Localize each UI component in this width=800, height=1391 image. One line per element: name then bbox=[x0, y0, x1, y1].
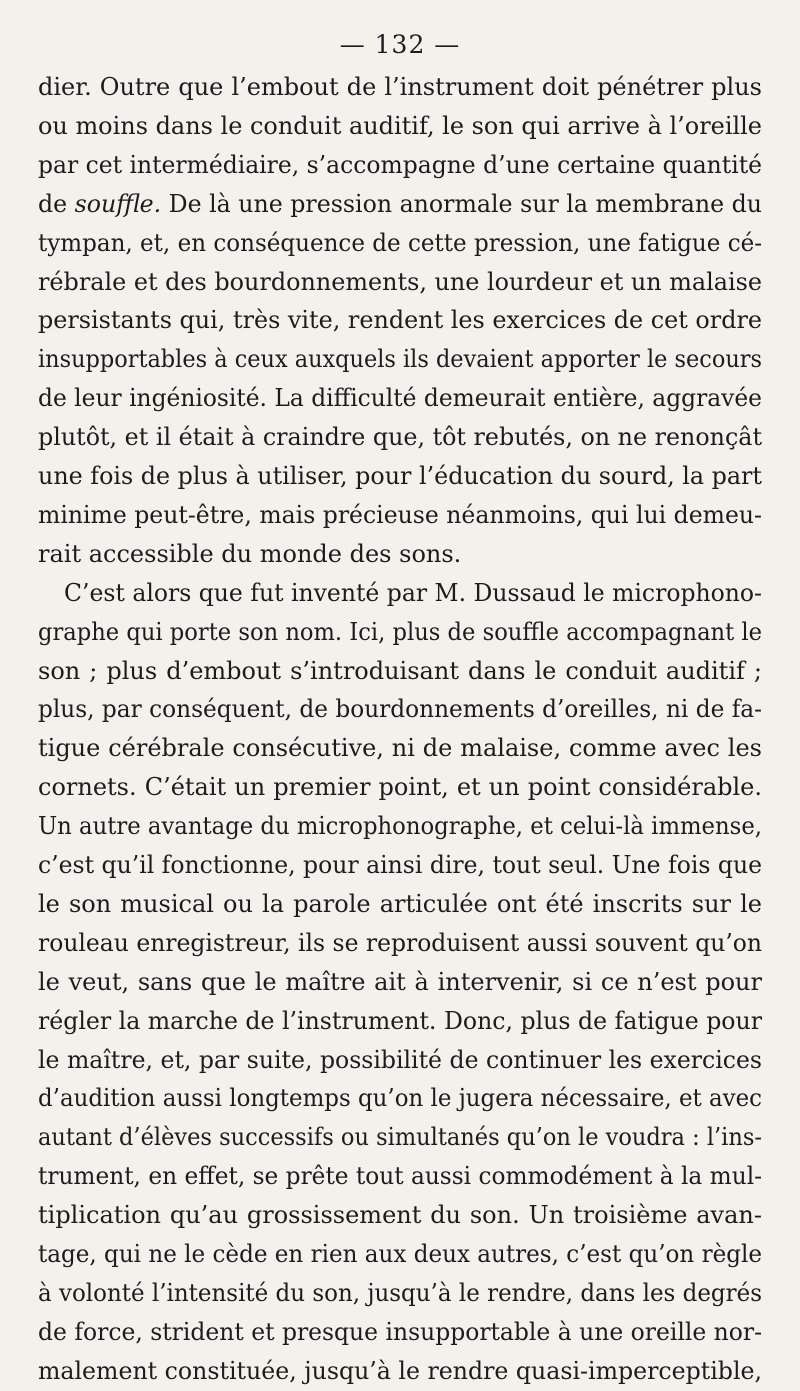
text-line: plutôt, et il était à craindre que, tôt rebutés, on ne renonçât bbox=[38, 423, 762, 452]
text-line: tigue cérébrale consécutive, ni de malaise, comme avec les bbox=[38, 734, 762, 763]
text-line: rouleau enregistreur, ils se reproduisent aussi souvent qu’on bbox=[38, 928, 762, 957]
text-line: ou moins dans le conduit auditif, le son qui arrive à l’oreille bbox=[38, 111, 762, 140]
text-line: graphe qui porte son nom. Ici, plus de souffle accompagnant le bbox=[38, 617, 762, 646]
text-line: de force, strident et presque insupportable à une oreille nor- bbox=[38, 1317, 762, 1346]
text-line: tympan, et, en conséquence de cette pression, une fatigue cé- bbox=[38, 228, 762, 257]
text-line: trument, en effet, se prête tout aussi commodément à la mul- bbox=[38, 1162, 762, 1191]
page-number: — 132 — bbox=[339, 30, 461, 59]
text-line: régler la marche de l’instrument. Donc, plus de fatigue pour bbox=[38, 1006, 762, 1035]
text-line: C’est alors que fut inventé par M. Dussaud le microphono- bbox=[64, 578, 762, 607]
text-line: insupportables à ceux auxquels ils devaient apporter le secours bbox=[38, 345, 762, 374]
text-line: tage, qui ne le cède en rien aux deux autres, c’est qu’on règle bbox=[38, 1240, 762, 1268]
text-line: de leur ingéniosité. La difficulté demeurait entière, aggravée bbox=[38, 384, 762, 413]
text-line: le maître, et, par suite, possibilité de continuer les exercices bbox=[38, 1045, 762, 1074]
text-line: à volonté l’intensité du son, jusqu’à le rendre, dans les degrés bbox=[38, 1278, 762, 1307]
text-line: rait accessible du monde des sons. bbox=[38, 539, 462, 568]
text-line: autant d’élèves successifs ou simultanés qu’on le voudra : l’ins- bbox=[38, 1123, 762, 1152]
text-line: une fois de plus à utiliser, pour l’éducation du sourd, la part bbox=[38, 462, 762, 490]
text-line: tiplication qu’au grossissement du son. Un troisième avan- bbox=[38, 1201, 762, 1230]
text-line: c’est qu’il fonctionne, pour ainsi dire, tout seul. Une fois que bbox=[38, 851, 762, 879]
text-line: de souffle. De là une pression anormale sur la membrane du bbox=[38, 189, 762, 218]
italic-word: souffle. bbox=[74, 189, 162, 218]
text-line: Un autre avantage du microphonographe, et celui-là immense, bbox=[38, 812, 762, 841]
text-line: plus, par conséquent, de bourdonnements d’oreilles, ni de fa- bbox=[38, 695, 762, 724]
text-line: d’audition aussi longtemps qu’on le jugera nécessaire, et avec bbox=[38, 1084, 762, 1113]
text-line: dier. Outre que l’embout de l’instrument doit pénétrer plus bbox=[38, 73, 762, 101]
text-line: minime peut-être, mais précieuse néanmoins, qui lui demeu- bbox=[38, 500, 762, 529]
text-line: rébrale et des bourdonnements, une lourdeur et un malaise bbox=[38, 267, 762, 296]
text-line: cornets. C’était un premier point, et un point considérable. bbox=[38, 773, 762, 802]
text-line: son ; plus d’embout s’introduisant dans le conduit auditif ; bbox=[38, 656, 762, 685]
text-line: persistants qui, très vite, rendent les exercices de cet ordre bbox=[38, 306, 762, 335]
text-line: le son musical ou la parole articulée ont été inscrits sur le bbox=[38, 889, 762, 918]
text-line: le veut, sans que le maître ait à intervenir, si ce n’est pour bbox=[38, 967, 762, 996]
text-line: par cet intermédiaire, s’accompagne d’une certaine quantité bbox=[38, 150, 762, 179]
text-line: malement constituée, jusqu’à le rendre quasi-imperceptible, bbox=[38, 1356, 762, 1385]
